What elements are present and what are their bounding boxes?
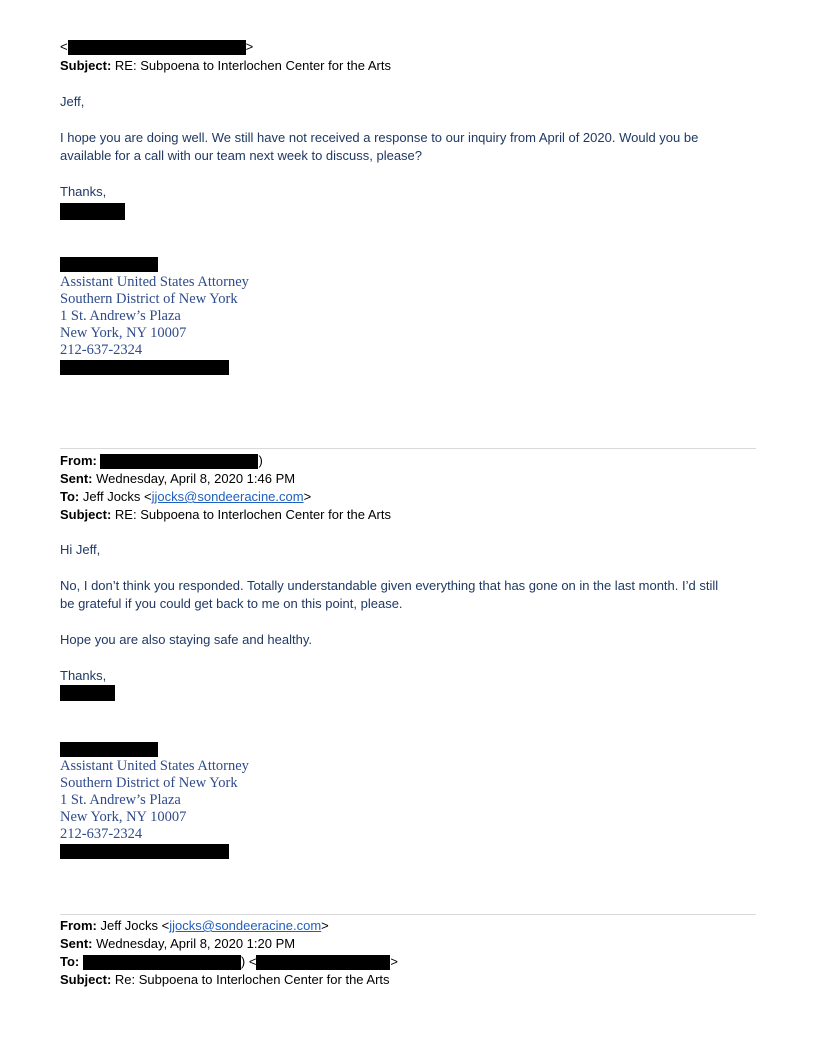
header3-to — [60, 953, 398, 971]
top-address-line — [60, 38, 253, 56]
email1-body-line1: I hope you are doing well. We still have not received a response to our inquiry from April of 2020. Would you be — [60, 130, 699, 145]
signature-phone: 212-637-2324 — [60, 826, 143, 842]
address-open: < — [60, 39, 68, 54]
from-name: Jeff Jocks < — [100, 918, 170, 933]
redaction-block — [60, 685, 115, 701]
signature-title: Assistant United States Attorney — [60, 758, 249, 774]
signature-title: Assistant United States Attorney — [60, 274, 249, 290]
to-close: > — [390, 954, 399, 969]
to-mid: ) < — [240, 954, 257, 969]
email2-body-line1: No, I don’t think you responded. Totally understandable given everything that has gone on in the last month. I’d still — [60, 578, 719, 593]
header2-to — [60, 488, 311, 506]
email1-closing: Thanks, — [60, 184, 107, 199]
to-label: To: — [60, 489, 80, 504]
header2-subject — [60, 506, 391, 524]
to-email-link[interactable]: jjocks@sondeeracine.com — [151, 489, 304, 504]
redaction-block — [68, 40, 246, 55]
subject-text: RE: Subpoena to Interlochen Center for the Arts — [114, 58, 391, 73]
email1-body-line2: available for a call with our team next week to discuss, please? — [60, 148, 423, 163]
subject-label: Subject: — [60, 58, 112, 73]
header3-subject — [60, 971, 390, 989]
redaction-block — [60, 360, 229, 375]
redaction-block — [83, 955, 241, 970]
signature-phone: 212-637-2324 — [60, 342, 143, 358]
from-label: From: — [60, 918, 97, 933]
sent-value: Wednesday, April 8, 2020 1:20 PM — [96, 936, 296, 951]
header3-from — [60, 917, 329, 935]
signature-city: New York, NY 10007 — [60, 809, 187, 825]
from-email-link[interactable]: jjocks@sondeeracine.com — [169, 918, 322, 933]
sent-label: Sent: — [60, 471, 93, 486]
signature-street: 1 St. Andrew’s Plaza — [60, 792, 181, 808]
signature-street: 1 St. Andrew’s Plaza — [60, 308, 181, 324]
from-label: From: — [60, 453, 97, 468]
email2-greeting: Hi Jeff, — [60, 542, 101, 557]
redaction-block — [60, 257, 158, 272]
from-close: > — [321, 918, 329, 933]
top-subject-line — [60, 57, 391, 75]
header3-sent — [60, 935, 295, 953]
from-tail: ) — [258, 453, 263, 468]
redaction-block — [60, 203, 125, 220]
subject-text: RE: Subpoena to Interlochen Center for the Arts — [114, 507, 391, 522]
email2-body-line2: be grateful if you could get back to me on this point, please. — [60, 596, 403, 611]
email2-body-line3: Hope you are also staying safe and healthy. — [60, 632, 312, 647]
to-label: To: — [60, 954, 80, 969]
subject-label: Subject: — [60, 507, 112, 522]
email2-closing: Thanks, — [60, 668, 107, 683]
email1-greeting: Jeff, — [60, 94, 85, 109]
header2-from — [60, 452, 263, 470]
to-close: > — [303, 489, 312, 504]
subject-text: Re: Subpoena to Interlochen Center for the Arts — [114, 972, 390, 987]
header2-sent — [60, 470, 295, 488]
address-close: > — [245, 39, 254, 54]
signature-office: Southern District of New York — [60, 775, 238, 791]
subject-label: Subject: — [60, 972, 112, 987]
message-divider — [60, 448, 756, 449]
redaction-block — [100, 454, 258, 469]
sent-value: Wednesday, April 8, 2020 1:46 PM — [96, 471, 296, 486]
redaction-block — [256, 955, 390, 970]
signature-city: New York, NY 10007 — [60, 325, 187, 341]
to-name: Jeff Jocks < — [82, 489, 152, 504]
sent-label: Sent: — [60, 936, 93, 951]
message-divider — [60, 914, 756, 915]
redaction-block — [60, 844, 229, 859]
redaction-block — [60, 742, 158, 757]
signature-office: Southern District of New York — [60, 291, 238, 307]
